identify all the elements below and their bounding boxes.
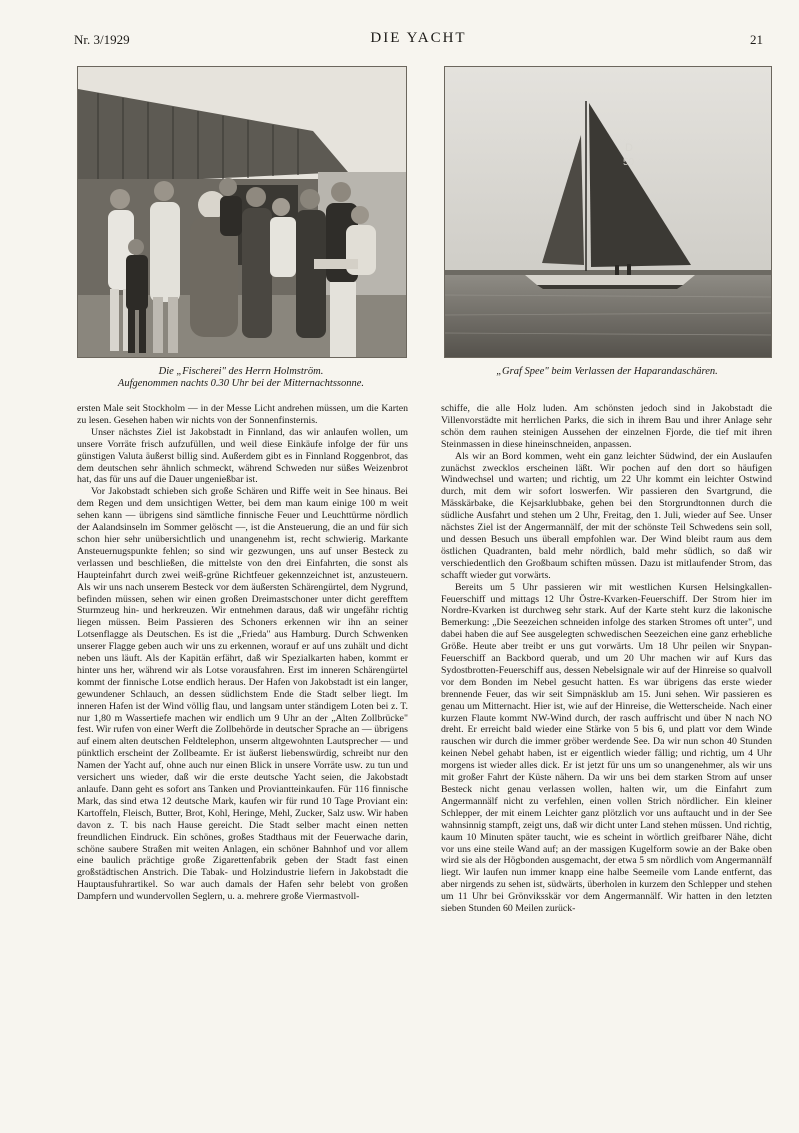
photo-fishery-group-image (78, 67, 406, 357)
sail-letter: D (625, 142, 633, 154)
caption-right (444, 366, 770, 378)
caption-left-line2: Aufgenommen nachts 0.30 Uhr bei der Mitternachtssonne. (117, 378, 365, 389)
magazine-title: DIE YACHT (370, 30, 467, 46)
page-header (74, 32, 763, 52)
paragraph: Unser nächstes Ziel ist Jakobstadt in Finnland, das wir anlaufen wollen, um unsere Vorräte frisch aufzufüllen, und weil diese Einkäufe infolge der für uns günstigen Valuta äußerst billig sind. Außerdem gibt es in Finnland Roggenbrot, das dem deutschen sehr ähnlich schmeckt, während Schweden nur süßes Weizenbrot hat, das für uns auf die Dauer ungenießbar ist. (77, 426, 408, 486)
sail-number: 50 (623, 157, 635, 168)
photo-yacht-graf-spee (444, 66, 772, 358)
paragraph: Vor Jakobstadt schieben sich große Schären und Riffe weit in See hinaus. Bei dem Regen und dem unsichtigen Wetter, bei dem man kaum einige 100 m weit sehen kann — übrigens sind sämtliche finnische Feuer und Leuchttürme nördlich der Aalandsinseln im Sommer gelöscht —, ist die Ansteuerung, die an und für sich schon hier sehr unübersichtlich und unangenehm ist, recht schwierig. Markante Ansteuernugspunkte fehlen; so sind wir gezwungen, uns auf unser Besteck zu verlassen und beschließen, die mittelste von den drei Einfahrten, die sonst als Haupteinfahrt durch zwei weiß-grüne Richtfeuer gekennzeichnet ist, anzusteuern. Als wir uns nach unserem Besteck vor dem äußersten Schärengürtel, dem Nygrund, befinden müssen, sehen wir einen großen Dreimastschoner unter dicht gerefftem Sturmzeug hin- und herkreuzen. Wir entnehmen daraus, daß wir ungefähr richtig liegen müssen. Beim Passieren des Schoners erkennen wir ihn an seiner Lotsenflagge als Deutschen. Es ist die „Frieda" aus Hamburg. Durch Schwenken unserer Flagge geben auch wir uns zu erkennen, worauf er auf uns zuhält und dicht neben uns läuft. Als der Kapitän erfährt, daß wir Spezialkarten haben, kommt er hinter uns her, während wir als Lotse vorausfahren. Erst im inneren Schärengürtel kommt der finnische Lotse endlich heraus. Der Hafen von Jakobstadt ist ein langer, gewundener Schlauch, an dessen südlichstem Ende die Stadt selber liegt. Im inneren Hafen ist der Wind völlig flau, und langsam unter ständigem Loten bei z. T. nur 1,80 m Wassertiefe machen wir endlich um 9 Uhr an der „Alten Zollbrücke" fest. Wir rufen von einer Werft die Zollbehörde in deutscher Sprache an — übrigens auf einem alten deutschen Feldtelephon, unserm altgewohnten Lautsprecher — und pünktlich erscheint der Zollbeamte. Er ist äußerst liebenswürdig, schreibt nur den Namen der Yacht auf, ohne auch nur einen Blick in unsere Vorräte usw. zu tun und versichert uns wieder, daß wir die erste deutsche Yacht seien, die Jakobstadt anlaufe. Dann geht es sofort ans Tanken und Proviantteinkaufen. Für 116 finnische Mark, das sind etwa 12 deutsche Mark, kaufen wir für rund 10 Tage Proviant ein: Kartoffeln, Fleisch, Butter, Brot, Kohl, Heringe, Mehl, Zucker, Salz usw. Wir haben davon z. T. bis nach Hause gereicht. Die Stadt selber macht einen netten freundlichen Eindruck. Ein schönes, großes Stadthaus mit der Feuerwache darin, schöne saubere Straßen mit weiten Anlagen, ein schöner Bahnhof und vor allem eine baulich prächtige große Zigarettenfabrik geben der Stadt fast einen großstädtischen Anstrich. Die Tabak- und Holzindustrie liefern in Jakobstadt die Hauptausfuhrartikel. So war auch damals der Hafen sehr belebt von großen Dampfern und wundervollen Seglern, u. a. mehrere große Viermastvoll- (77, 486, 408, 903)
article-column-right (441, 403, 772, 915)
paragraph: schiffe, die alle Holz luden. Am schönsten jedoch sind in Jakobstadt die Villenvorstädte mit herrlichen Parks, die sich in ihrem Bau und ihrer Anlage sehr schön dem rauhen steinigen Aussehen der einzelnen Fjorde, die tief mit ihren Steinmassen in diese hineinschneiden, anpassen. (441, 403, 772, 450)
page-number: 21 (750, 32, 763, 47)
photo-fishery-group (77, 66, 407, 358)
caption-right-line1: „Graf Spee" beim Verlassen der Haparandaschären. (496, 366, 718, 377)
paragraph: Als wir an Bord kommen, weht ein ganz leichter Südwind, der ein Auslaufen zunächst zwecklos erscheinen läßt. Wir pochen auf den dort so häufigen Windwechsel und warten; und richtig, um 22 Uhr kommt ein leichter Ostwind durch, mit dem wir sofort loswerfen. Wir passieren den Svartgrund, die Mässkärbake, die Kejsarklubbake, gehen bei den Storgrundtonnen durch die südliche Ausfahrt und stehen um 2 Uhr, Freitag, den 1. Juli, wieder auf See. Unser nächstes Ziel ist der Angermannälf, der mit der schönste Teil Schwedens sein soll, und dessen Besuch uns überall empfohlen war. Der Wind bleibt raum aus dem östlichen Quadranten, bald mehr nördlich, bald mehr südlich, so daß wir verschiedentlich den Großbaum schiften müssen. Dazu ist mitlaufender Strom, das schafft wieder gut vorwärts. (441, 450, 772, 581)
paragraph: ersten Male seit Stockholm — in der Messe Licht andrehen müssen, um die Karten zu lesen. Gesehen haben wir nichts von der Sonnenfinsternis. (77, 403, 408, 426)
article-column-left (77, 403, 408, 903)
photo-yacht-graf-spee-image (445, 67, 771, 357)
caption-left-line1: Die „Fischerei" des Herrn Holmström. (158, 366, 324, 377)
issue-number: Nr. 3/1929 (74, 32, 130, 47)
caption-left (77, 366, 405, 390)
paragraph: Bereits um 5 Uhr passieren wir mit westlichen Kursen Helsingkallen-Feuerschiff und mittags 12 Uhr Östre-Kvarken-Feuerschiff. Der Strom hier im Nordre-Kvarken ist durchweg sehr stark. Auf der Karte steht kurz die lakonische Bemerkung: „Die Seezeichen schneiden infolge des starken Stromes oft unter", und dabei haben die auf See ausgelegten schwedischen Seezeichen eine ganz erhebliche Größe. Heute aber treibt er uns gut vorwärts. Um 18 Uhr peilen wir Snypan-Feuerschiff an Backbord querab, und um 20 Uhr machen wir auf Kurs das Sydostbrotten-Feuerschiff aus, dessen Nebelsignale wir auf der Hinreise so qualvoll vor dem Bonden im Nebel gesucht hatten. Es war übrigens das erste wieder brennende Feuer, das wir seit Simpnäsklub am 15. Juni sehen. Wir passieren es genau um Mitternacht. Hier ist, wie auf der Hinreise, die Wetterscheide. Nach einer kurzen Flaute kommt NW-Wind durch, der rasch auffrischt und über N nach NO dreht. Er erreicht bald wieder eine Stärke von 5 bis 6, und platt vor dem Winde rauschen wir durch die immer gröber werdende See. Da wir nun schon 40 Stunden keinen Nebel gehabt haben, ist er eigentlich wieder fällig; und richtig, um 4 Uhr morgens ist wieder alles dick. Er ist jetzt für uns um so unangenehmer, als wir uns mit großer Fahrt der Küste nähern. Da wir uns bei dem starken Strom auf unser Besteck nicht genau verlassen wollen, halten wir, um die Einfahrt zum Angermannälf nicht zu verfehlen, einen vollen Strich nördlicher. Ein kleiner Schlepper, der mit einem Leichter ganz plötzlich vor uns auftaucht und in der See wahnsinnig stampft, zeigt uns, daß wir dicht unter Land stehen müssen. Und richtig, kaum 10 Minuten später taucht, wie es scheint in wörtlich greifbarer Nähe, dicht vor uns eine steile Wand auf; an der massigen Kugelform sowie an der Bake oben wird sie als der Högbonden ausgemacht, der etwa 5 sm nördlich vom Angermannälf liegt. Wir laufen nun immer knapp eine halbe Seemeile vom Lande entfernt, das aber nirgends zu sehen ist, südwärts, überholen in kurzem den Schlepper und stehen um 11 Uhr bei Grönviksskär vor dem Angermannälf. Wir hatten in den letzten sieben Stunden 60 Meilen zurück- (441, 581, 772, 915)
